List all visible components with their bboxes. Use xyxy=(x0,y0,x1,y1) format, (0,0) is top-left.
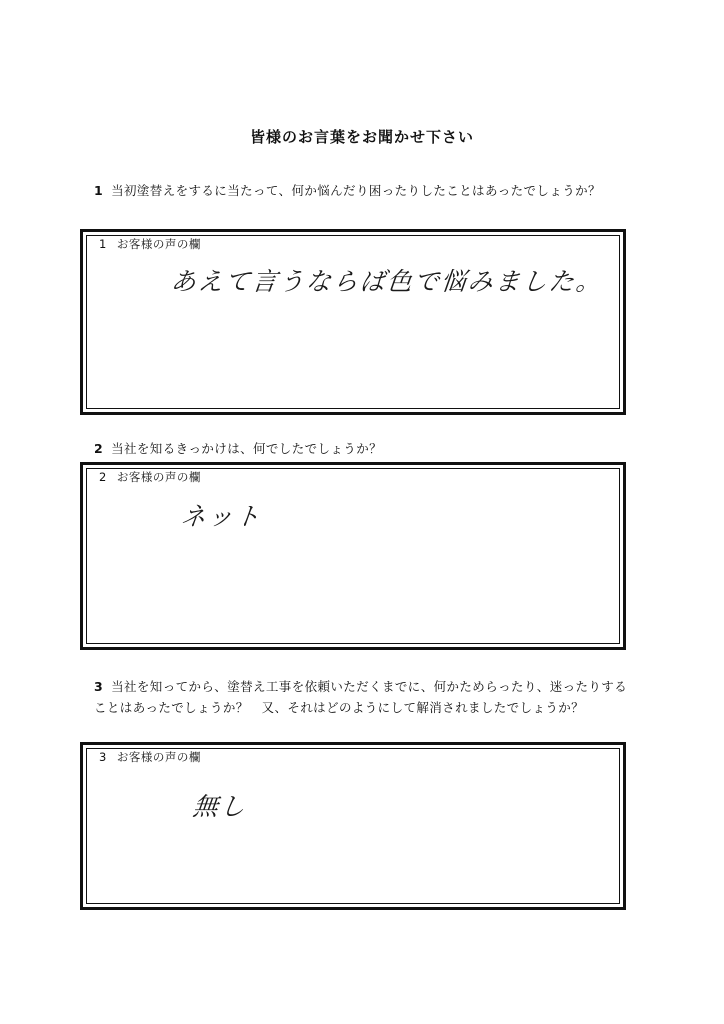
answer-box-1[interactable] xyxy=(80,229,626,415)
question-number: 1 xyxy=(94,183,104,198)
handwritten-answer-2: ネット xyxy=(179,502,264,531)
question-1 xyxy=(94,180,634,201)
answer-box-inner xyxy=(86,468,620,644)
answer-box-label-text: お客様の声の欄 xyxy=(116,237,201,251)
answer-box-number: 1 xyxy=(99,237,107,251)
question-text: 当初塗替えをするに当たって、何か悩んだり困ったりしたことはあったでしょうか？ xyxy=(111,183,601,198)
question-3 xyxy=(94,676,634,718)
question-text: 当社を知るきっかけは、何でしたでしょうか？ xyxy=(111,441,383,456)
answer-box-label xyxy=(99,469,201,485)
answer-box-3[interactable] xyxy=(80,742,626,910)
answer-box-inner xyxy=(86,748,620,904)
answer-box-label xyxy=(99,749,201,765)
answer-box-label xyxy=(99,236,201,252)
page-title: 皆様のお言葉をお聞かせ下さい xyxy=(249,128,474,146)
answer-box-label-text: お客様の声の欄 xyxy=(116,750,201,764)
handwritten-answer-1: あえて言うならば色で悩みました。 xyxy=(169,267,605,296)
handwritten-answer-3: 無し xyxy=(191,792,249,821)
answer-box-number: 2 xyxy=(99,470,107,484)
answer-box-label-text: お客様の声の欄 xyxy=(116,470,201,484)
answer-box-2[interactable] xyxy=(80,462,626,650)
question-2 xyxy=(94,438,634,459)
question-text: 当社を知ってから、塗替え工事を依頼いただくまでに、何かためらったり、迷ったりすることはあったでしょうか？ 又、それはどのようにして解消されましたでしょうか？ xyxy=(94,679,628,715)
answer-box-number: 3 xyxy=(99,750,107,764)
question-number: 2 xyxy=(94,441,104,456)
question-number: 3 xyxy=(94,679,104,694)
